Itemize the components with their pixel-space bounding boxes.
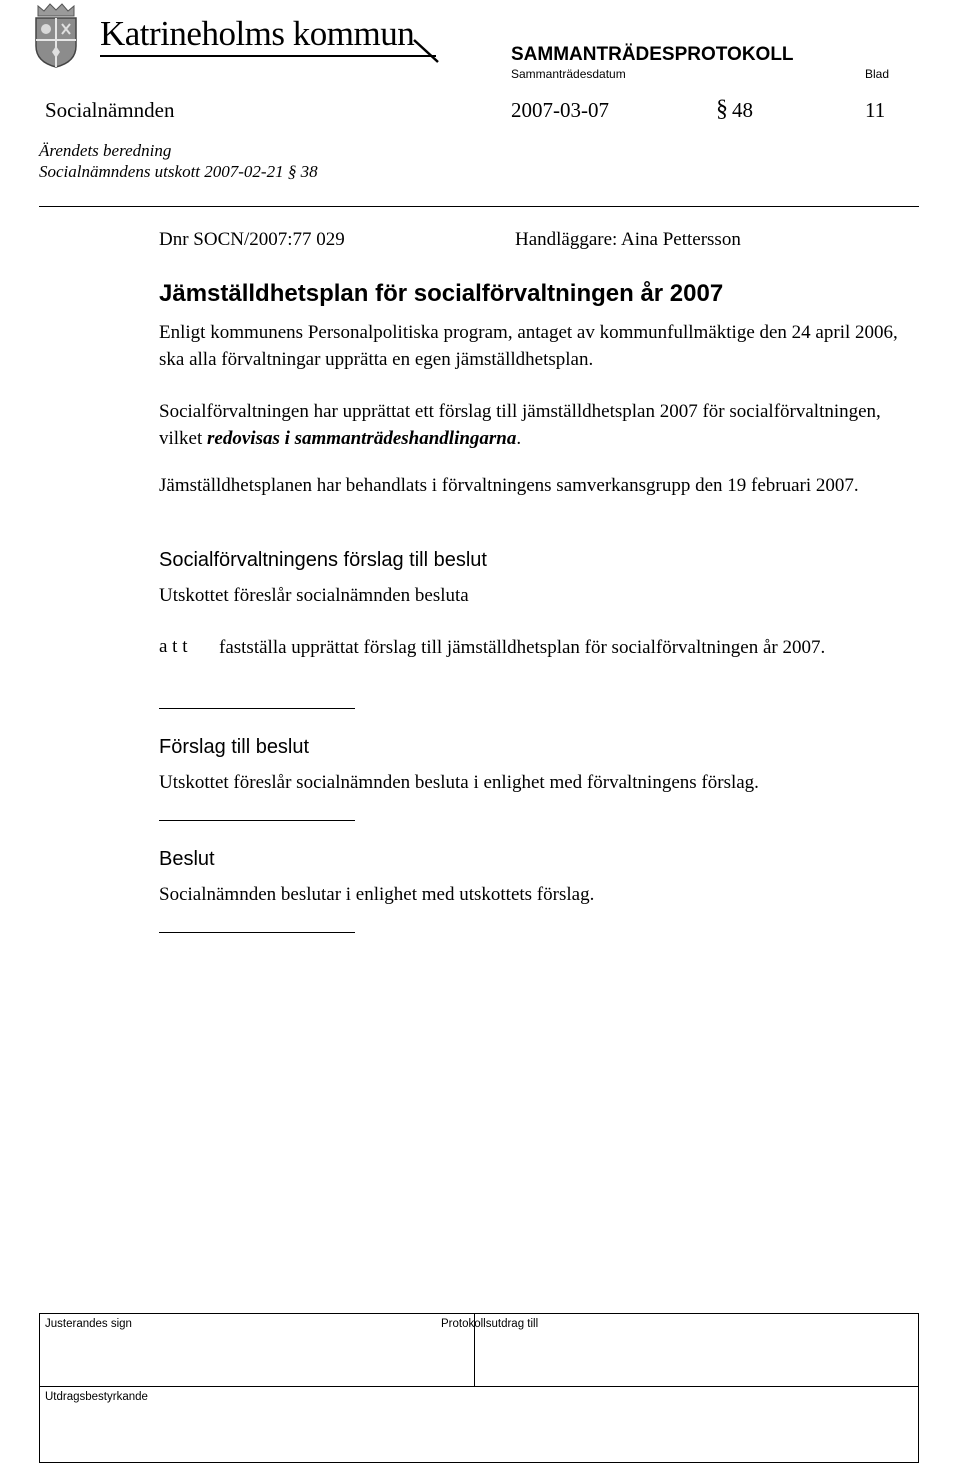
signature-box (39, 1313, 919, 1463)
preparation-reference: Socialnämndens utskott 2007-02-21 § 38 (39, 162, 318, 181)
case-title: Jämställdhetsplan för socialförvaltningen år 2007 (159, 280, 724, 307)
protokollsutdrag-label: Protokollsutdrag till (441, 1318, 539, 1330)
paragraph-background: Enligt kommunens Personalpolitiska program, antaget av kommunfullmäktige den 24 april 2006, ska alla förvaltningar upprätta en egen jämställdhetsplan. (159, 322, 898, 370)
brand-underline (100, 55, 436, 57)
admin-proposal-intro: Utskottet föreslår socialnämnden besluta (159, 585, 469, 606)
municipal-coat-of-arms-icon (32, 2, 80, 68)
section-divider (159, 932, 355, 933)
header-divider (39, 206, 919, 207)
admin-proposal-heading: Socialförvaltningens förslag till beslut (159, 549, 487, 571)
meeting-date: 2007-03-07 (511, 98, 609, 122)
att-text: fastställa upprättat förslag till jämställdhetsplan för socialförvaltningen år 2007. (219, 637, 826, 658)
committee-name: Socialnämnden (45, 98, 175, 122)
section-divider (159, 820, 355, 821)
paragraph-consultation: Jämställdhetsplanen har behandlats i förvaltningens samverkansgrupp den 19 februari 2007. (159, 475, 859, 496)
municipality-brand-name: Katrineholms kommun (100, 14, 415, 53)
proposal-text: Utskottet föreslår socialnämnden besluta i enlighet med förvaltningens förslag. (159, 772, 759, 793)
utdragsbestyrkande-label: Utdragsbestyrkande (45, 1391, 148, 1403)
att-label: a t t (159, 636, 188, 657)
case-handler: Handläggare: Aina Pettersson (515, 229, 741, 250)
page-label: Blad (865, 67, 890, 81)
meeting-date-label: Sammanträdesdatum (511, 67, 626, 81)
justerandes-sign-label: Justerandes sign (45, 1318, 132, 1330)
decision-text: Socialnämnden beslutar i enlighet med utskottets förslag. (159, 884, 595, 905)
decision-heading: Beslut (159, 848, 215, 870)
case-dnr: Dnr SOCN/2007:77 029 (159, 229, 345, 250)
paragraph-proposal-text: Socialförvaltningen har upprättat ett förslag till jämställdhetsplan 2007 för socialförvaltningen, vilket (159, 401, 881, 449)
section-sign: § (716, 96, 728, 122)
paragraph-proposal-emphasis: redovisas i sammanträdeshandlingarna (207, 428, 517, 449)
preparation-label: Ärendets beredning (39, 141, 172, 160)
brand-swoosh-icon (412, 38, 440, 64)
signature-box-row-divider (40, 1386, 918, 1387)
document-type-title: SAMMANTRÄDESPROTOKOLL (511, 44, 794, 65)
paragraph-proposal-status (159, 398, 919, 452)
page-number: 11 (865, 98, 886, 122)
section-number: 48 (732, 98, 753, 122)
section-divider (159, 708, 355, 709)
proposal-heading: Förslag till beslut (159, 736, 310, 758)
paragraph-proposal-end: . (516, 428, 522, 449)
